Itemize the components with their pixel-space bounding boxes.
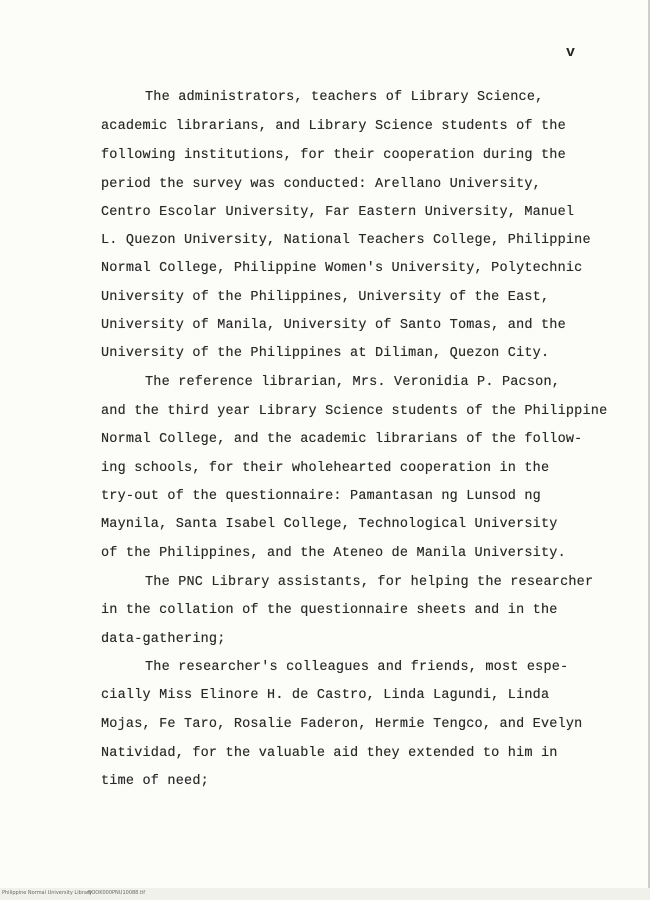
text-line: Maynila, Santa Isabel College, Technological University: [101, 517, 558, 532]
text-line: following institutions, for their cooperation during the: [101, 148, 566, 163]
text-line: Mojas, Fe Taro, Rosalie Faderon, Hermie Tengco, and Evelyn: [101, 717, 583, 732]
text-line: try-out of the questionnaire: Pamantasan ng Lunsod ng: [101, 489, 541, 504]
text-line: in the collation of the questionnaire sheets and in the: [101, 603, 558, 618]
text-line: University of the Philippines at Diliman, Quezon City.: [101, 346, 550, 361]
footer-filename: BOOK000PNU10088.tif: [88, 890, 146, 896]
text-line: ing schools, for their wholehearted cooperation in the: [101, 461, 550, 476]
text-line: The administrators, teachers of Library Science,: [145, 90, 544, 105]
text-line: The reference librarian, Mrs. Veronidia P. Pacson,: [145, 375, 561, 390]
text-line: The PNC Library assistants, for helping the researcher: [145, 575, 594, 590]
text-line: Centro Escolar University, Far Eastern University, Manuel: [101, 205, 575, 220]
scan-footer: [0, 888, 650, 900]
text-line: data-gathering;: [101, 632, 226, 647]
text-line: period the survey was conducted: Arellano University,: [101, 177, 541, 192]
text-line: and the third year Library Science students of the Philippine: [101, 404, 608, 419]
text-line: The researcher's colleagues and friends, most espe-: [145, 660, 569, 675]
page-number: v: [566, 44, 576, 61]
text-line: Natividad, for the valuable aid they extended to him in: [101, 746, 558, 761]
text-line: University of the Philippines, University of the East,: [101, 290, 550, 305]
text-line: cially Miss Elinore H. de Castro, Linda Lagundi, Linda: [101, 688, 550, 703]
text-line: University of Manila, University of Santo Tomas, and the: [101, 318, 566, 333]
text-line: time of need;: [101, 774, 209, 789]
text-line: Normal College, Philippine Women's University, Polytechnic: [101, 261, 583, 276]
text-line: of the Philippines, and the Ateneo de Manila University.: [101, 546, 566, 561]
text-line: academic librarians, and Library Science students of the: [101, 119, 566, 134]
text-line: Normal College, and the academic librarians of the follow-: [101, 432, 583, 447]
footer-source: Philippine Normal University Library: [2, 890, 92, 896]
text-line: L. Quezon University, National Teachers College, Philippine: [101, 233, 591, 248]
